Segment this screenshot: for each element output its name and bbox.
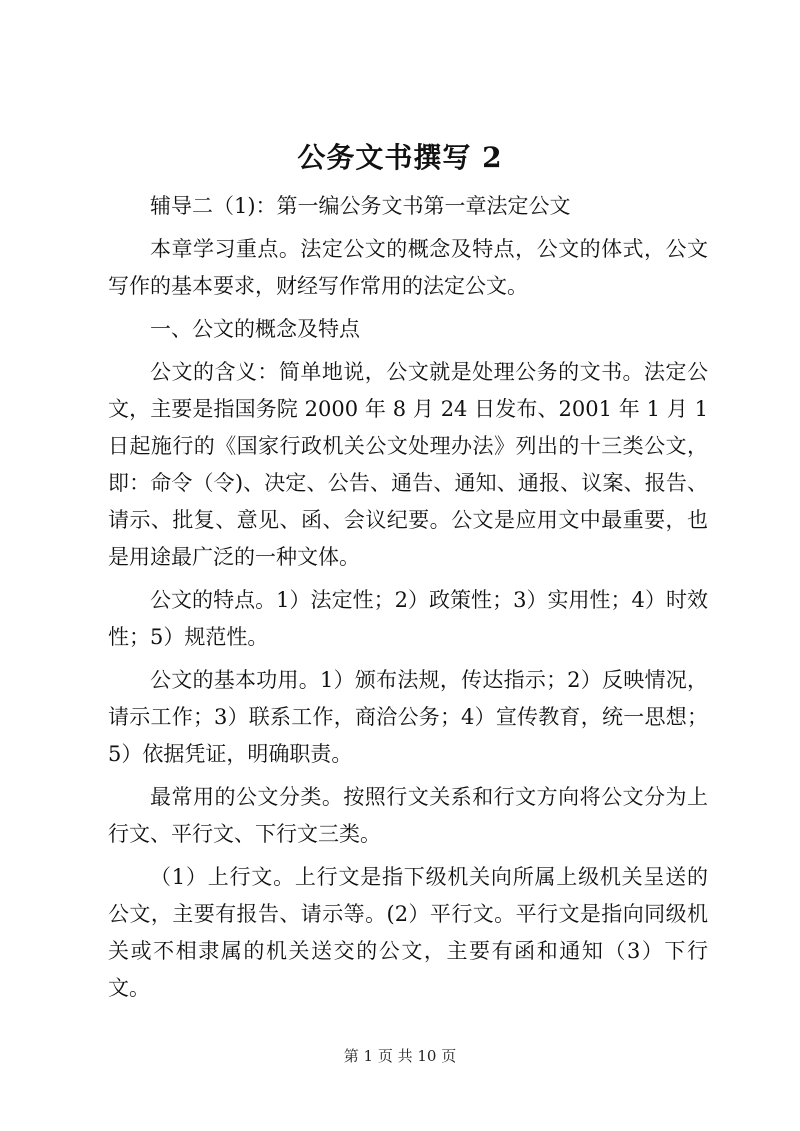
paragraph-functions: 公文的基本功用。1）颁布法规，传达指示；2）反映情况，请示工作；3）联系工作，商洽公务；4）宣传教育，统一思想；5）依据凭证，明确职责。 [108,668,708,766]
paragraph-classification: 最常用的公文分类。按照行文关系和行文方向将公文分为上行文、平行文、下行文三类。 [108,785,708,846]
paragraph-document-types: （1）上行文。上行文是指下级机关向所属上级机关呈送的公文，主要有报告、请示等。(2）平行文。平行文是指向同级机关或不相隶属的机关送交的公文，主要有函和通知（3）下行文。 [108,865,708,1000]
paragraph-study-focus: 本章学习重点。法定公文的概念及特点，公文的体式，公文写作的基本要求，财经写作常用的法定公文。 [108,237,708,298]
page-indicator: 第 1 页 共 10 页 [343,1047,457,1065]
paragraph-section-heading: 辅导二（1)：第一编公务文书第一章法定公文 [150,194,571,218]
paragraph-definition: 公文的含义：简单地说，公文就是处理公务的文书。法定公文，主要是指国务院 2000 年 8 月 24 日发布、2001 年 1 月 1 日起施行的《国家行政机关公文处理办法》列出的十三类公文，即：命令（令)、决定、公告、通告、通知、通报、议案、报告、请示、批复、意见、函、会议纪要。公文是应用文中最重要，也是用途最广泛的一种文体。 [108,360,708,569]
paragraph-characteristics: 公文的特点。1）法定性；2）政策性；3）实用性；4）时效性；5）规范性。 [108,588,708,649]
document-body [108,188,708,1007]
paragraph-subheading: 一、公文的概念及特点 [150,317,360,341]
document-title: 公务文书撰写 2 [297,141,503,174]
